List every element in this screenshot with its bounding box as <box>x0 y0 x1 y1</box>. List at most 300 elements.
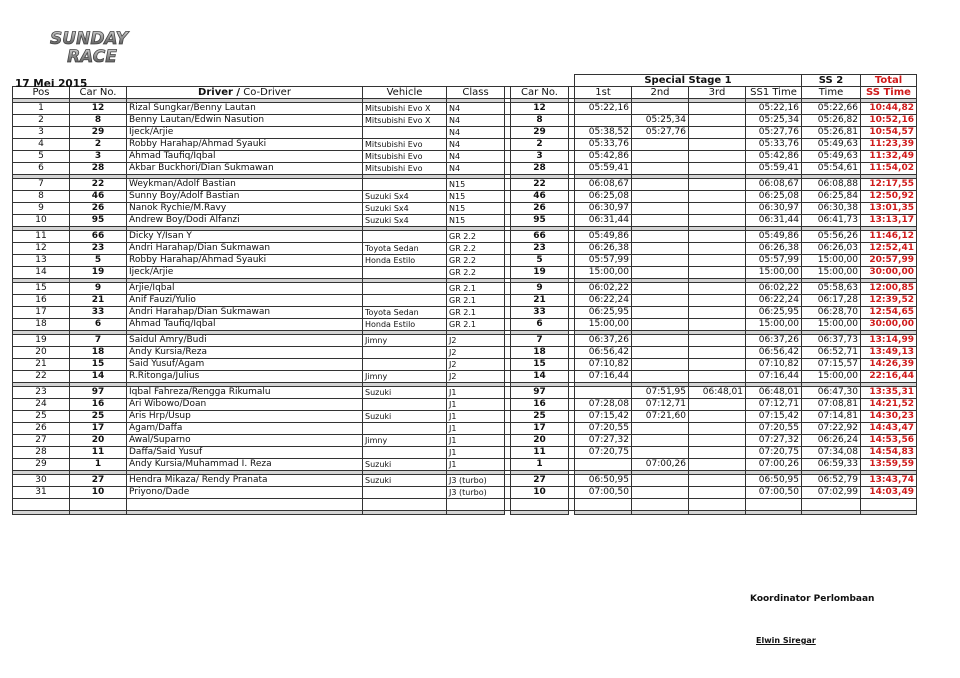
cell-driver: Ijeck/Arjie <box>127 127 363 139</box>
cell-class: GR 2.2 <box>447 243 505 255</box>
cell-1st: 07:15,42 <box>575 411 632 423</box>
cell-ss2-time: 06:08,88 <box>802 179 861 191</box>
cell-ss1-time: 05:25,34 <box>746 115 802 127</box>
cell-pos: 3 <box>13 127 70 139</box>
cell-1st: 07:28,08 <box>575 399 632 411</box>
cell-car-no2: 10 <box>511 487 569 499</box>
cell-car-no: 19 <box>70 267 127 279</box>
results-body <box>13 99 917 515</box>
cell-pos: 4 <box>13 139 70 151</box>
cell-2nd <box>632 435 689 447</box>
cell-pos: 22 <box>13 371 70 383</box>
cell-pos: 12 <box>13 243 70 255</box>
cell-driver: Priyono/Dade <box>127 487 363 499</box>
cell-1st: 05:33,76 <box>575 139 632 151</box>
cell-car-no2: 27 <box>511 475 569 487</box>
cell-car-no2: 5 <box>511 255 569 267</box>
cell-driver: R.Ritonga/Julius <box>127 371 363 383</box>
cell-car-no2: 8 <box>511 115 569 127</box>
cell-total: 10:54,57 <box>861 127 917 139</box>
cell-1st: 06:50,95 <box>575 475 632 487</box>
cell-pos: 6 <box>13 163 70 175</box>
cell-class: J1 <box>447 387 505 399</box>
cell-pos: 24 <box>13 399 70 411</box>
cell-ss2-time: 15:00,00 <box>802 371 861 383</box>
cell-driver: Weykman/Adolf Bastian <box>127 179 363 191</box>
cell-vehicle <box>363 447 447 459</box>
cell-ss1-time: 07:27,32 <box>746 435 802 447</box>
cell-1st: 15:00,00 <box>575 267 632 279</box>
cell-ss2-time: 07:02,99 <box>802 487 861 499</box>
cell-ss2-time: 05:26,81 <box>802 127 861 139</box>
cell-1st: 07:00,50 <box>575 487 632 499</box>
cell-ss1-time: 05:59,41 <box>746 163 802 175</box>
cell-class: N15 <box>447 179 505 191</box>
cell-total: 14:53,56 <box>861 435 917 447</box>
cell-3rd <box>689 231 746 243</box>
cell-pos <box>13 499 70 511</box>
ss2-header: SS 2 <box>802 75 861 87</box>
cell-3rd <box>689 203 746 215</box>
cell-driver: Anif Fauzi/Yulio <box>127 295 363 307</box>
cell-driver: Daffa/Said Yusuf <box>127 447 363 459</box>
cell-total: 13:43,74 <box>861 475 917 487</box>
cell-car-no2: 26 <box>511 203 569 215</box>
cell-ss2-time: 06:28,70 <box>802 307 861 319</box>
cell-pos: 18 <box>13 319 70 331</box>
cell-car-no: 12 <box>70 103 127 115</box>
group-separator <box>13 511 917 515</box>
cell-ss1-time <box>746 499 802 511</box>
cell-vehicle: Jimny <box>363 371 447 383</box>
table-row <box>13 371 917 383</box>
logo-line2: RACE <box>67 47 117 67</box>
cell-car-no2: 95 <box>511 215 569 227</box>
cell-1st <box>575 499 632 511</box>
cell-ss2-time: 06:17,28 <box>802 295 861 307</box>
race-date: 17 Mei 2015 <box>15 78 88 90</box>
cell-3rd <box>689 283 746 295</box>
cell-car-no: 18 <box>70 347 127 359</box>
cell-2nd <box>632 103 689 115</box>
cell-pos: 1 <box>13 103 70 115</box>
cell-3rd <box>689 295 746 307</box>
cell-pos: 10 <box>13 215 70 227</box>
cell-driver: Agam/Daffa <box>127 423 363 435</box>
cell-class: N4 <box>447 163 505 175</box>
table-row <box>13 487 917 499</box>
cell-class: GR 2.1 <box>447 295 505 307</box>
cell-vehicle <box>363 359 447 371</box>
cell-driver: Nanok Rychie/M.Ravy <box>127 203 363 215</box>
cell-driver: Arjie/Iqbal <box>127 283 363 295</box>
cell-class: N4 <box>447 127 505 139</box>
cell-3rd <box>689 335 746 347</box>
table-row <box>13 475 917 487</box>
cell-driver: Sunny Boy/Adolf Bastian <box>127 191 363 203</box>
cell-total: 13:13,17 <box>861 215 917 227</box>
cell-driver: Robby Harahap/Ahmad Syauki <box>127 255 363 267</box>
cell-class: N4 <box>447 151 505 163</box>
cell-car-no: 20 <box>70 435 127 447</box>
cell-ss2-time: 06:26,24 <box>802 435 861 447</box>
cell-1st: 06:26,38 <box>575 243 632 255</box>
cell-1st: 05:22,16 <box>575 103 632 115</box>
cell-pos: 13 <box>13 255 70 267</box>
cell-ss1-time: 05:57,99 <box>746 255 802 267</box>
cell-vehicle <box>363 423 447 435</box>
cell-car-no2: 12 <box>511 103 569 115</box>
cell-ss1-time: 06:26,38 <box>746 243 802 255</box>
col-1st: 1st <box>575 87 632 99</box>
separator-cell <box>689 511 746 515</box>
cell-class: J1 <box>447 411 505 423</box>
cell-car-no: 95 <box>70 215 127 227</box>
cell-pos: 17 <box>13 307 70 319</box>
cell-vehicle: Jimny <box>363 435 447 447</box>
cell-car-no2: 16 <box>511 399 569 411</box>
cell-driver: Iqbal Fahreza/Rengga Rikumalu <box>127 387 363 399</box>
cell-2nd <box>632 283 689 295</box>
cell-3rd <box>689 371 746 383</box>
cell-car-no: 14 <box>70 371 127 383</box>
cell-car-no: 26 <box>70 203 127 215</box>
cell-2nd <box>632 151 689 163</box>
cell-car-no <box>70 499 127 511</box>
cell-car-no: 28 <box>70 163 127 175</box>
cell-2nd: 07:21,60 <box>632 411 689 423</box>
cell-pos: 5 <box>13 151 70 163</box>
cell-car-no: 11 <box>70 447 127 459</box>
cell-vehicle: Suzuki Sx4 <box>363 215 447 227</box>
cell-2nd <box>632 347 689 359</box>
cell-car-no2: 17 <box>511 423 569 435</box>
cell-driver: Andy Kursia/Reza <box>127 347 363 359</box>
table-row <box>13 127 917 139</box>
cell-2nd: 07:12,71 <box>632 399 689 411</box>
cell-vehicle: Honda Estilo <box>363 319 447 331</box>
cell-pos: 9 <box>13 203 70 215</box>
cell-class <box>447 499 505 511</box>
cell-total: 12:17,55 <box>861 179 917 191</box>
cell-ss1-time: 07:20,75 <box>746 447 802 459</box>
cell-pos: 8 <box>13 191 70 203</box>
cell-ss2-time: 07:14,81 <box>802 411 861 423</box>
separator-cell <box>802 511 861 515</box>
cell-class: J3 (turbo) <box>447 475 505 487</box>
cell-car-no: 25 <box>70 411 127 423</box>
cell-driver: Said Yusuf/Agam <box>127 359 363 371</box>
cell-ss2-time: 06:59,33 <box>802 459 861 471</box>
cell-2nd <box>632 243 689 255</box>
cell-ss1-time: 05:33,76 <box>746 139 802 151</box>
cell-1st: 05:57,99 <box>575 255 632 267</box>
separator-cell <box>511 511 569 515</box>
cell-total: 14:21,52 <box>861 399 917 411</box>
cell-3rd <box>689 139 746 151</box>
col-codriver-label: Co-Driver <box>243 87 291 98</box>
cell-ss2-time: 05:58,63 <box>802 283 861 295</box>
cell-3rd <box>689 487 746 499</box>
table-row <box>13 335 917 347</box>
cell-2nd <box>632 447 689 459</box>
cell-2nd <box>632 179 689 191</box>
cell-ss1-time: 06:08,67 <box>746 179 802 191</box>
cell-driver: Aris Hrp/Usup <box>127 411 363 423</box>
cell-vehicle: Suzuki <box>363 411 447 423</box>
cell-car-no2: 66 <box>511 231 569 243</box>
cell-2nd <box>632 371 689 383</box>
cell-2nd: 07:51,95 <box>632 387 689 399</box>
cell-2nd: 05:25,34 <box>632 115 689 127</box>
cell-1st: 05:49,86 <box>575 231 632 243</box>
cell-ss1-time: 07:00,26 <box>746 459 802 471</box>
cell-ss2-time: 06:47,30 <box>802 387 861 399</box>
cell-vehicle: Mitsubishi Evo <box>363 139 447 151</box>
cell-driver: Saidul Amry/Budi <box>127 335 363 347</box>
cell-vehicle: Suzuki <box>363 459 447 471</box>
cell-ss2-time: 15:00,00 <box>802 319 861 331</box>
cell-ss1-time: 06:56,42 <box>746 347 802 359</box>
cell-vehicle: Suzuki Sx4 <box>363 203 447 215</box>
cell-total: 10:44,82 <box>861 103 917 115</box>
cell-total: 22:16,44 <box>861 371 917 383</box>
cell-2nd <box>632 295 689 307</box>
cell-2nd <box>632 359 689 371</box>
table-row <box>13 139 917 151</box>
cell-car-no2: 25 <box>511 411 569 423</box>
cell-3rd: 06:48,01 <box>689 387 746 399</box>
cell-2nd <box>632 215 689 227</box>
cell-driver: Andri Harahap/Dian Sukmawan <box>127 243 363 255</box>
cell-vehicle <box>363 283 447 295</box>
signer-name: Elwin Siregar <box>756 636 816 645</box>
cell-3rd <box>689 267 746 279</box>
cell-ss1-time: 06:50,95 <box>746 475 802 487</box>
cell-driver: Andrew Boy/Dodi Alfanzi <box>127 215 363 227</box>
cell-ss2-time: 07:08,81 <box>802 399 861 411</box>
cell-car-no2: 1 <box>511 459 569 471</box>
cell-1st: 05:59,41 <box>575 163 632 175</box>
cell-3rd <box>689 215 746 227</box>
cell-class: J1 <box>447 423 505 435</box>
cell-class: GR 2.1 <box>447 283 505 295</box>
cell-1st: 07:27,32 <box>575 435 632 447</box>
cell-class: GR 2.2 <box>447 231 505 243</box>
cell-driver: Robby Harahap/Ahmad Syauki <box>127 139 363 151</box>
table-row <box>13 151 917 163</box>
cell-1st: 07:20,75 <box>575 447 632 459</box>
cell-3rd <box>689 475 746 487</box>
cell-total: 11:46,12 <box>861 231 917 243</box>
cell-car-no2: 9 <box>511 283 569 295</box>
cell-vehicle <box>363 179 447 191</box>
separator-cell <box>746 511 802 515</box>
cell-pos: 15 <box>13 283 70 295</box>
table-row <box>13 231 917 243</box>
cell-1st: 05:42,86 <box>575 151 632 163</box>
cell-ss1-time: 06:48,01 <box>746 387 802 399</box>
cell-pos: 20 <box>13 347 70 359</box>
cell-car-no2: 7 <box>511 335 569 347</box>
cell-total: 30:00,00 <box>861 267 917 279</box>
cell-car-no2: 28 <box>511 163 569 175</box>
cell-ss2-time: 07:34,08 <box>802 447 861 459</box>
col-pos: Pos <box>13 87 70 99</box>
table-row <box>13 459 917 471</box>
cell-total: 11:32,49 <box>861 151 917 163</box>
cell-3rd <box>689 127 746 139</box>
table-row <box>13 243 917 255</box>
cell-ss2-time: 06:52,71 <box>802 347 861 359</box>
cell-total: 13:01,35 <box>861 203 917 215</box>
separator-cell <box>447 511 505 515</box>
cell-ss2-time: 06:41,73 <box>802 215 861 227</box>
cell-car-no: 6 <box>70 319 127 331</box>
cell-ss1-time: 07:00,50 <box>746 487 802 499</box>
cell-3rd <box>689 459 746 471</box>
cell-total: 11:54,02 <box>861 163 917 175</box>
cell-vehicle <box>363 399 447 411</box>
cell-driver: Ijeck/Arjie <box>127 267 363 279</box>
cell-vehicle: Suzuki Sx4 <box>363 191 447 203</box>
table-row <box>13 423 917 435</box>
cell-car-no: 66 <box>70 231 127 243</box>
cell-vehicle: Toyota Sedan <box>363 307 447 319</box>
cell-1st <box>575 387 632 399</box>
cell-car-no2: 19 <box>511 267 569 279</box>
cell-vehicle <box>363 231 447 243</box>
table-row <box>13 267 917 279</box>
table-row <box>13 499 917 511</box>
cell-1st: 06:30,97 <box>575 203 632 215</box>
cell-3rd <box>689 435 746 447</box>
cell-driver: Akbar Buckhori/Dian Sukmawan <box>127 163 363 175</box>
cell-3rd <box>689 307 746 319</box>
cell-ss1-time: 06:31,44 <box>746 215 802 227</box>
cell-1st: 07:16,44 <box>575 371 632 383</box>
cell-total: 13:35,31 <box>861 387 917 399</box>
cell-ss1-time: 15:00,00 <box>746 267 802 279</box>
table-row <box>13 295 917 307</box>
cell-class: GR 2.2 <box>447 255 505 267</box>
cell-total: 12:00,85 <box>861 283 917 295</box>
cell-ss2-time: 15:00,00 <box>802 255 861 267</box>
cell-3rd <box>689 423 746 435</box>
col-ss-time: SS Time <box>861 87 917 99</box>
cell-class: N15 <box>447 203 505 215</box>
cell-vehicle: Suzuki <box>363 475 447 487</box>
col-vehicle: Vehicle <box>363 87 447 99</box>
cell-car-no2: 97 <box>511 387 569 399</box>
cell-car-no: 3 <box>70 151 127 163</box>
cell-2nd <box>632 319 689 331</box>
cell-car-no: 17 <box>70 423 127 435</box>
cell-2nd <box>632 255 689 267</box>
cell-pos: 11 <box>13 231 70 243</box>
cell-ss1-time: 07:16,44 <box>746 371 802 383</box>
table-row <box>13 103 917 115</box>
col-ss2-time: Time <box>802 87 861 99</box>
table-row <box>13 215 917 227</box>
cell-class: J2 <box>447 335 505 347</box>
col-driver-label: Driver / <box>198 87 241 98</box>
cell-driver: Awal/Suparno <box>127 435 363 447</box>
col-car-no: Car No. <box>70 87 127 99</box>
cell-car-no: 27 <box>70 475 127 487</box>
cell-vehicle <box>363 499 447 511</box>
cell-car-no2: 6 <box>511 319 569 331</box>
table-row <box>13 307 917 319</box>
separator-cell <box>632 511 689 515</box>
cell-pos: 19 <box>13 335 70 347</box>
cell-car-no: 5 <box>70 255 127 267</box>
cell-ss1-time: 05:22,16 <box>746 103 802 115</box>
cell-3rd <box>689 447 746 459</box>
separator-cell <box>127 511 363 515</box>
cell-1st: 15:00,00 <box>575 319 632 331</box>
cell-1st: 07:10,82 <box>575 359 632 371</box>
cell-car-no: 22 <box>70 179 127 191</box>
cell-ss2-time: 05:49,63 <box>802 151 861 163</box>
cell-3rd <box>689 399 746 411</box>
cell-total: 12:52,41 <box>861 243 917 255</box>
table-row <box>13 435 917 447</box>
cell-ss1-time: 06:37,26 <box>746 335 802 347</box>
cell-total: 14:43,47 <box>861 423 917 435</box>
cell-car-no: 8 <box>70 115 127 127</box>
cell-total: 10:52,16 <box>861 115 917 127</box>
cell-ss1-time: 05:42,86 <box>746 151 802 163</box>
cell-1st: 06:31,44 <box>575 215 632 227</box>
cell-total: 13:59,59 <box>861 459 917 471</box>
cell-pos: 31 <box>13 487 70 499</box>
cell-ss1-time: 05:49,86 <box>746 231 802 243</box>
cell-pos: 29 <box>13 459 70 471</box>
cell-3rd <box>689 243 746 255</box>
table-row <box>13 115 917 127</box>
cell-class: J2 <box>447 371 505 383</box>
cell-pos: 14 <box>13 267 70 279</box>
cell-3rd <box>689 319 746 331</box>
col-driver <box>127 87 363 99</box>
cell-total: 12:50,92 <box>861 191 917 203</box>
cell-ss2-time: 05:22,66 <box>802 103 861 115</box>
special-stage-header: Special Stage 1 <box>575 75 802 87</box>
table-row <box>13 319 917 331</box>
cell-driver: Andy Kursia/Muhammad I. Reza <box>127 459 363 471</box>
cell-ss1-time: 06:25,95 <box>746 307 802 319</box>
cell-1st: 06:25,08 <box>575 191 632 203</box>
table-row <box>13 399 917 411</box>
cell-2nd <box>632 139 689 151</box>
table-row <box>13 359 917 371</box>
cell-ss1-time: 06:30,97 <box>746 203 802 215</box>
cell-car-no: 33 <box>70 307 127 319</box>
separator-cell <box>575 511 632 515</box>
cell-1st <box>575 459 632 471</box>
cell-2nd: 07:00,26 <box>632 459 689 471</box>
cell-ss2-time: 15:00,00 <box>802 267 861 279</box>
results-table <box>12 74 917 515</box>
cell-car-no: 16 <box>70 399 127 411</box>
cell-total: 20:57,99 <box>861 255 917 267</box>
cell-2nd <box>632 267 689 279</box>
cell-ss2-time: 07:15,57 <box>802 359 861 371</box>
cell-total: 13:14,99 <box>861 335 917 347</box>
cell-car-no2: 20 <box>511 435 569 447</box>
cell-pos: 27 <box>13 435 70 447</box>
